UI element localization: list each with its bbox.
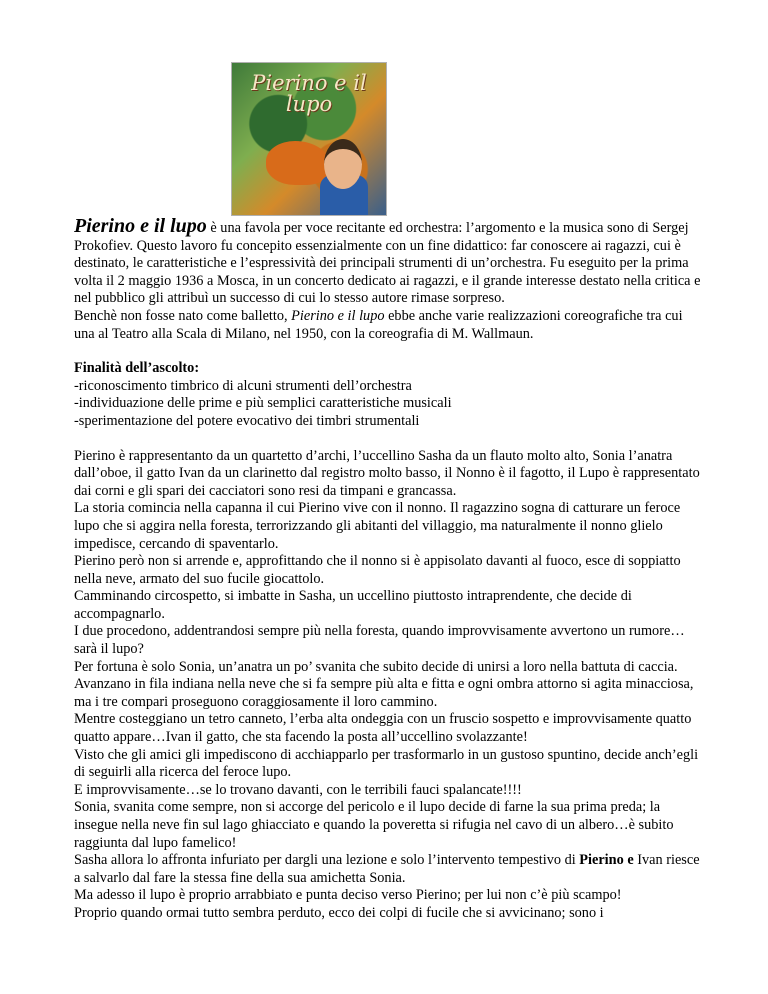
story-paragraph: Avanzano in fila indiana nella neve che si fa sempre più alta e fitta e ogni ombra attorno si agita minacciosa, ma i tre compari proseguono coraggiosamente il loro cammino. (74, 676, 694, 710)
story-paragraph: Visto che gli amici gli impediscono di acchiapparlo per trasformarlo in un gustoso spuntino, decide anch’egli di seguirli alla ricerca del feroce lupo. (74, 746, 699, 781)
ballet-paragraph (74, 308, 706, 343)
cover-boy-head (324, 139, 362, 189)
cover-horn-shape (266, 141, 330, 185)
story-paragraph: Per fortuna è solo Sonia, un’anatra un po’ svanita che subito decide di unirsi a loro nella battuta di caccia. (74, 658, 678, 675)
story-text-bold: Pierino e (579, 852, 634, 869)
story-paragraph: Pierino però non si arrende e, approfittando che il nonno si è appisolato davanti al fuoco, esce di soppiatto nella neve, armato del suo fucile giocattolo. (74, 553, 681, 587)
ballet-title-italic: Pierino e il lupo (291, 307, 385, 324)
story-paragraph: Sonia, svanita come sempre, non si accorge del pericolo e il lupo decide di farne la sua prima preda; la insegue nella neve fin sul lago ghiacciato e quando la poveretta si rifugia nel cavo di un albero…è subito raggiunta dal lupo famelico! (74, 799, 674, 851)
story-paragraph: La storia comincia nella capanna il cui Pierino vive con il nonno. Il ragazzino sogna di catturare un feroce lupo che si aggira nella foresta, terrorizzando gli abitanti del villaggio, ma naturalmente il nonno glielo impedisce, cercando di spaventarlo. (74, 500, 681, 552)
intro-title: Pierino e il lupo (74, 215, 207, 237)
story-paragraph: Pierino è rappresentanto da un quartetto d’archi, l’uccellino Sasha da un flauto molto alto, Sonia l’anatra dall’oboe, il gatto Ivan da un clarinetto dal registro molto basso, il Nonno è il fagotto, il Lupo è rappresentato dai corni e gli spari dei cacciatori sono resi da timpani e grancassa. (74, 447, 700, 499)
document-page (74, 62, 706, 923)
book-cover-image (231, 62, 387, 216)
story-paragraph: I due procedono, addentrandosi sempre più nella foresta, quando improvvisamente avvertono un rumore…sarà il lupo? (74, 623, 685, 658)
goals-heading (74, 360, 706, 378)
goal-item: -sperimentazione del potere evocativo dei timbri strumentali (74, 412, 420, 429)
story-paragraph: Camminando circospetto, si imbatte in Sasha, un uccellino piuttosto intraprendente, che decide di accompagnarlo. (74, 588, 632, 622)
intro-paragraph (74, 215, 706, 308)
story-text-pre: Sasha allora lo affronta infuriato per dargli una lezione e solo l’intervento tempestivo di (74, 852, 580, 869)
intro-lead: è una favola per voce recitante ed orchestra: l’argomento e la musica sono di Sergej Prokofiev. Questo lavoro fu concepito essenzialmente con un fine didattico: far conoscere ai ragazzi, cui è destinato, le caratteristiche e l’espressività dei principali strumenti di un’orchestra. Fu eseguito per la prima volta il 2 maggio 1936 a Mosca, in un concerto dedicato ai ragazzi, e il grande interesse destato nella critica e nel pubblico gli attribuì un successo di cui lo stesso autore rimase sorpreso. (74, 220, 701, 307)
ballet-text-post: ebbe anche varie realizzazioni coreografiche tra cui una al Teatro alla Scala di Milano, nel 1950, con la coreografia di M. Wallmaun. (74, 307, 683, 342)
story-paragraph: Ma adesso il lupo è proprio arrabbiato e punta deciso verso Pierino; per lui non c’è più scampo! (74, 887, 622, 904)
story-paragraph (74, 852, 706, 887)
goal-item: -riconoscimento timbrico di alcuni strumenti dell’orchestra (74, 377, 412, 394)
story-paragraph: Proprio quando ormai tutto sembra perduto, ecco dei colpi di fucile che si avvicinano; sono i (74, 904, 604, 921)
story-paragraph: E improvvisamente…se lo trovano davanti, con le terribili fauci spalancate!!!! (74, 781, 522, 798)
ballet-text-pre: Benchè non fosse nato come balletto, (74, 307, 292, 324)
story-paragraph: Mentre costeggiano un tetro canneto, l’erba alta ondeggia con un fruscio sospetto e improvvisamente quatto quatto appare…Ivan il gatto, che sta facendo la posta all’uccellino svolazzante! (74, 711, 692, 746)
cover-title: Pierino e il lupo (251, 71, 367, 116)
story-text-post: Ivan riesce a salvarlo dal fare la stessa fine della sua amichetta Sonia. (74, 852, 700, 886)
goals-heading-text: Finalità dell’ascolto: (74, 360, 200, 377)
goal-item: -individuazione delle prime e più semplici caratteristiche musicali (74, 395, 452, 412)
